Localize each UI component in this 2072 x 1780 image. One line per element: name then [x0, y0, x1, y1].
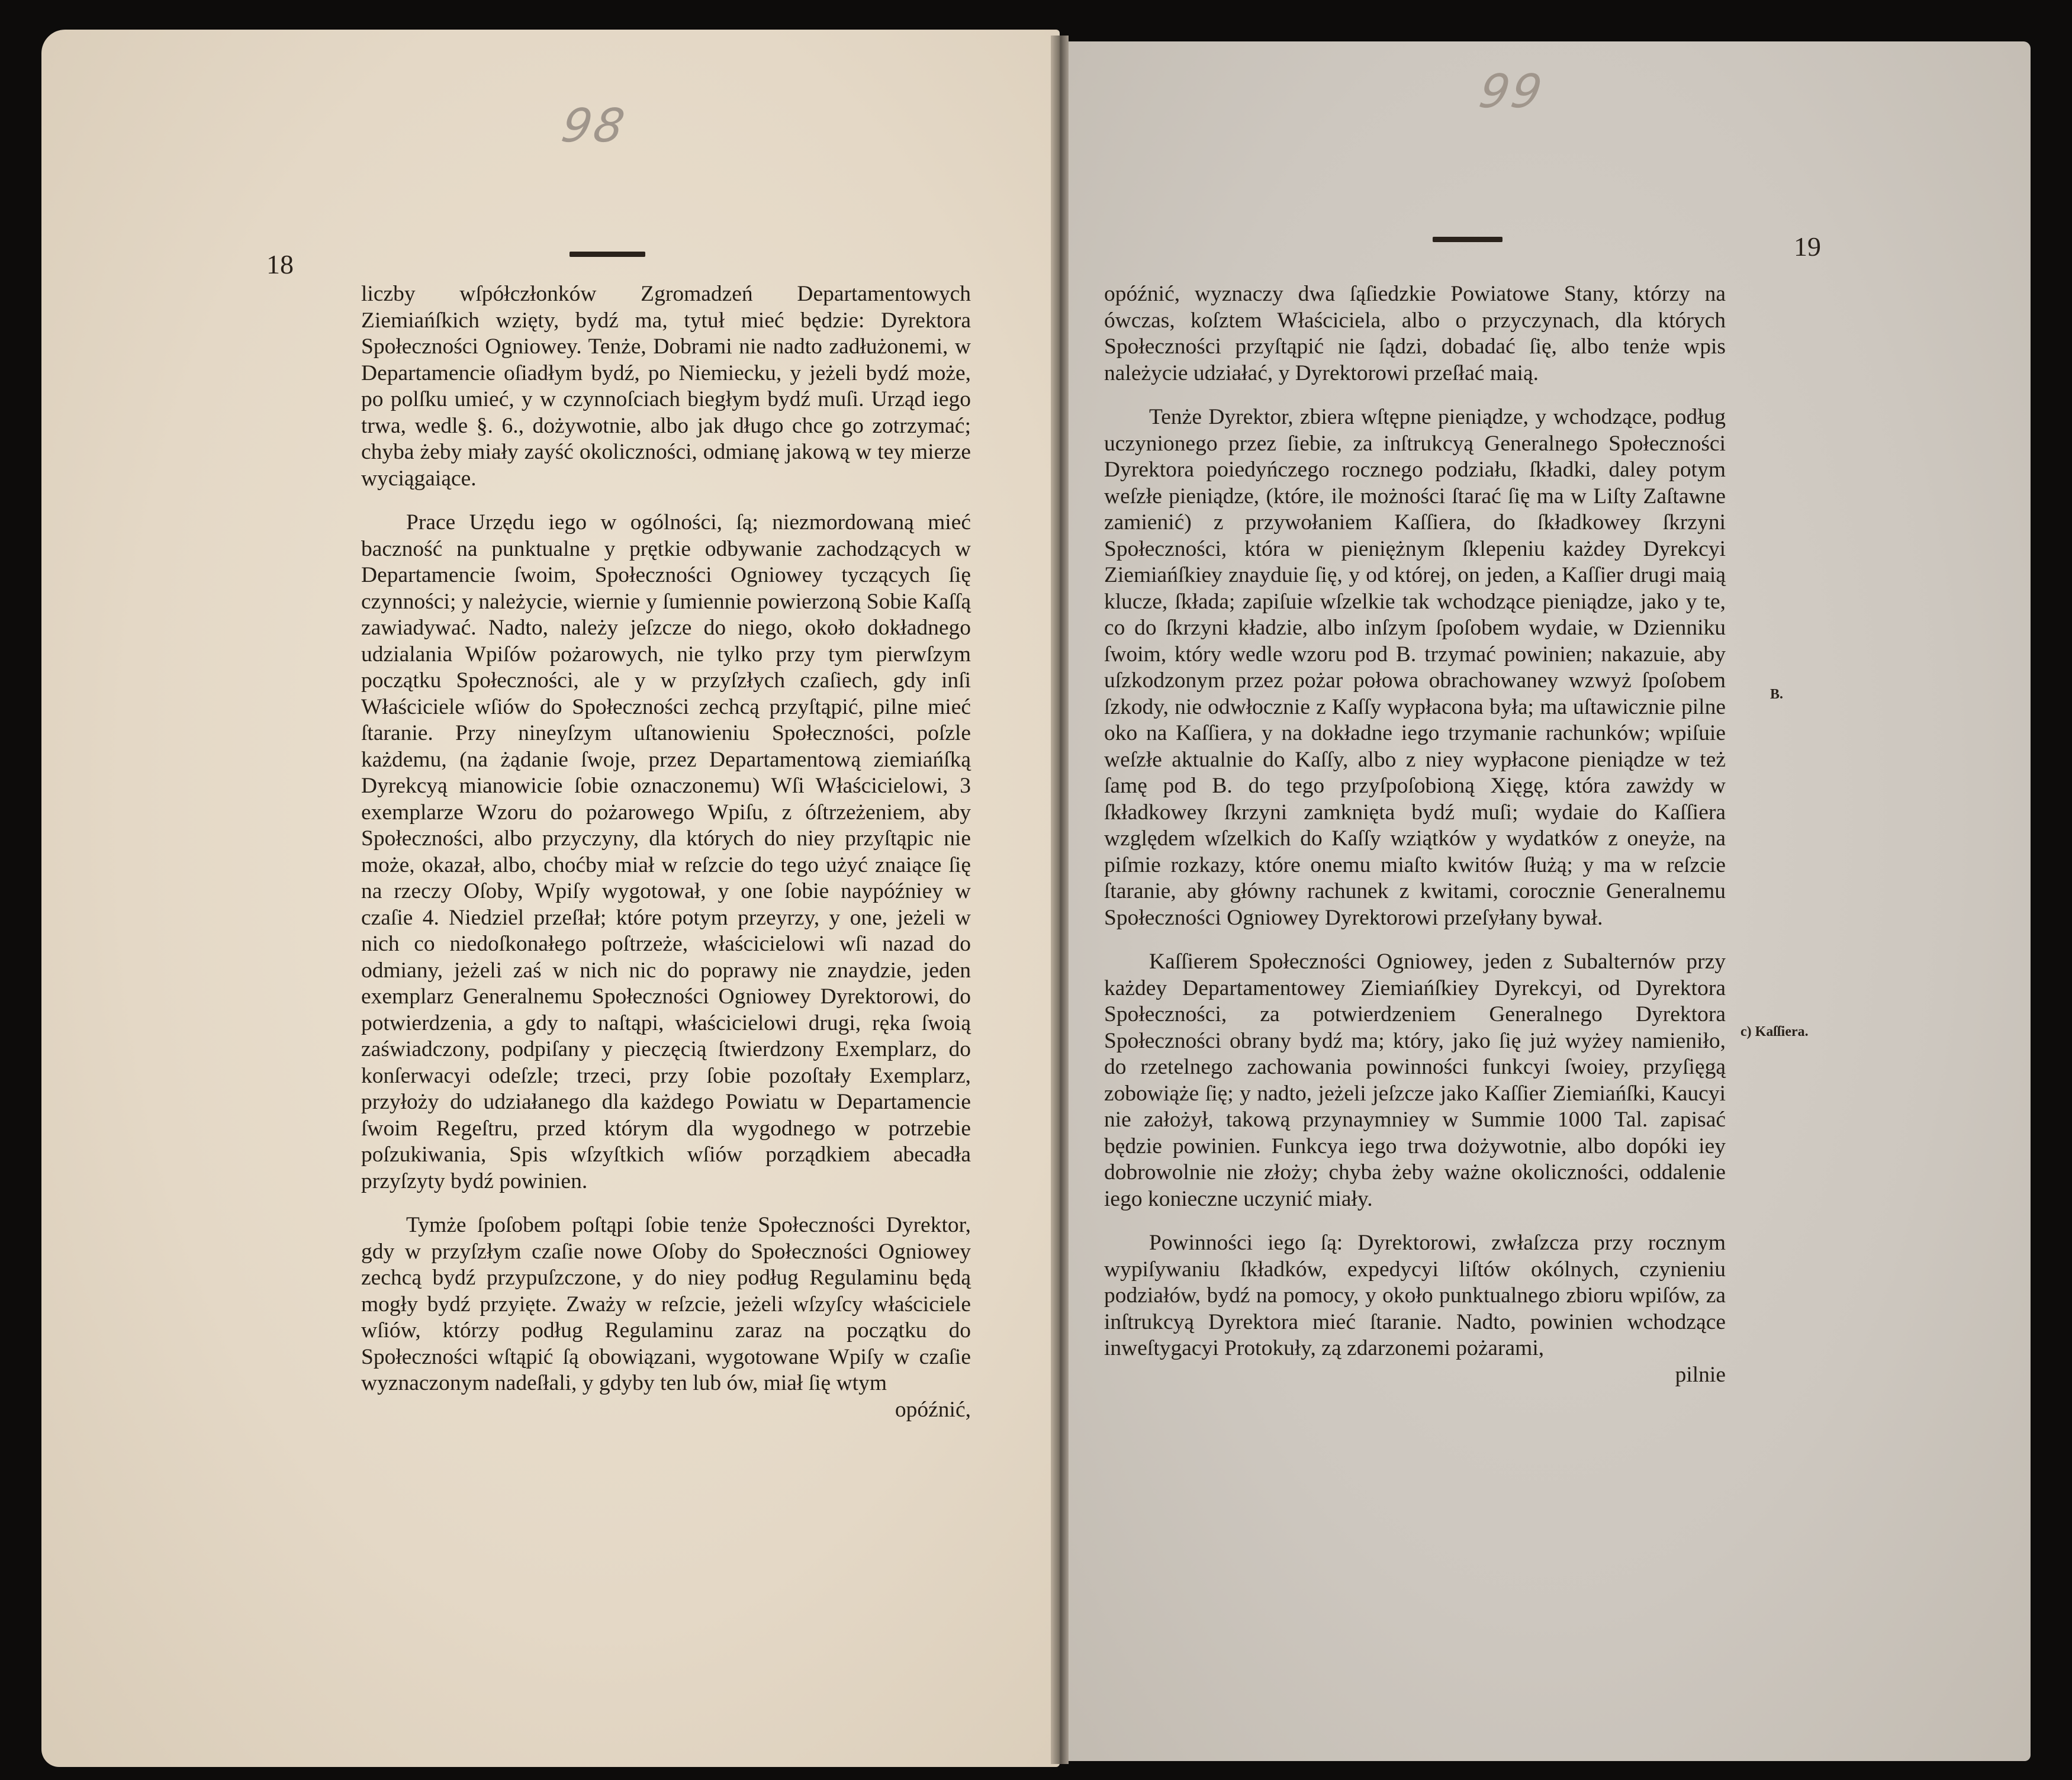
right-text-column [1104, 281, 1726, 1388]
right-paragraph-4: Powinności iego ſą: Dyrektorowi, zwłaſzcza przy rocznym wypiſywaniu ſkładków, expedycyi liſtów okólnych, czynieniu podziałów, bydź na pomocy, y około punktualnego zbioru wpiſów, za inſtrukcyą Dyrektora mieć ſtaranie. Nadto, powinien wchodzące inweſtygacyi Protokuły, zą zdarzonemi pożarami, [1104, 1231, 1726, 1360]
right-header-rule [1433, 237, 1502, 242]
book-spine [1051, 36, 1069, 1764]
right-page-number: 19 [1794, 231, 1821, 262]
right-paragraph-3: Kaſſierem Społeczności Ogniowey, jeden z Subalternów przy każdey Departamentowey Ziemiańſkiey Dyrekcyi, od Dyrektora Społeczności, za potwierdzeniem Generalnego Dyrektora Społeczności obrany bydź ma; który, jako ſię już wyżey namieniło, do rzetelnego zachowania powinności funkcyi ſwoiey, przyſięgą zobowiąże ſię; y nadto, jeżeli jeſzcze jako Kaſſier Ziemiańſki, Kaucyi nie założył, takową przynaymniey w Summie 1000 Tal. zapisać będzie powinien. Funkcya iego trwa dożywotnie, albo dopóki iey dobrowolnie nie złoży; chyba żeby ważne okoliczności, oddalenie iego konieczne uczynić miały. [1104, 949, 1726, 1211]
right-paragraph-2: Tenże Dyrektor, zbiera wſtępne pieniądze, y wchodzące, podług uczynionego przez ſiebie, za inſtrukcyą Generalnego Społeczności Dyrektora poiedyńczego rocznego podziału, ſkładki, daley potym weſzłe pieniądze, (które, ile możności ſtarać ſię ma w Liſty Zaſtawne zamienić) z przywołaniem Kaſſiera, do ſkładkowey ſkrzyni Społeczności, która w pieniężnym ſklepeniu każdey Dyrekcyi Ziemiańſkiey znayduie ſię, y od której, on jeden, a Kaſſier drugi maią klucze, ſkłada; zapiſuie wſzelkie tak wchodzące pieniądze, jako y te, co do ſkrzyni kładzie, albo inſzym ſpoſobem wydaie, w Dzienniku ſwoim, który wedle wzoru pod B. trzymać powinien; nakazuie, aby uſzkodzonym przez pożar połowa obrachowaney wzwyż ſpoſobem ſzkody, nie odwłocznie z Kaſſy wypłacona była; ma uſtawicznie pilne oko na Kaſſiera, y na dokładne iego trzymanie rachunków; wpiſuie weſzłe aktualnie do Kaſſy, albo z niey wypłacone pieniądze w też ſamę pod B. do tego przyſpoſobioną Xięgę, która zawżdy w ſkładkowey ſkrzyni zamknięta bydź muſi; wydaie do Kaſſiera względem wſzelkich do Kaſſy wziątków y wydatków z oneyże, na piſmie rozkazy, które onemu miaſto kwitów ſłużą; y ma w reſzcie ſtaranie, aby główny rachunek z kwitami, corocznie Generalnemu Społeczności Ogniowey Dyrektorowi przeſyłany bywał. [1104, 405, 1726, 930]
right-paragraph-1: opóźnić, wyznaczy dwa ſąſiedzkie Powiatowe Stany, którzy na ówczas, koſztem Właściciela, albo o przyczynach, dla których Społeczności przyſtąpić nie ſądzi, dobadać ſię, albo tenże wpis należycie udziałać, y Dyrektorowi przeſłać maią. [1104, 282, 1726, 385]
left-header-rule [570, 252, 645, 257]
left-catchword: opóźnić, [895, 1397, 971, 1422]
right-handwritten-page-number: 99 [1475, 65, 1549, 118]
left-paragraph-2: Prace Urzędu iego w ogólności, ſą; niezmordowaną mieć baczność na punktualne y prętkie odbywanie zachodzących w Departamencie ſwoim, Społeczności Ogniowey tyczących ſię czynności; y należycie, wiernie y ſumiennie powierzoną Sobie Kaſſą zawiadywać. Nadto, należy jeſzcze do niego, około dokładnego udzialania Wpiſów pożarowych, nie tylko przy tym pierwſzym początku Społeczności, ale y w przyſzłych czaſiech, gdy inſi Właściciele wſiów do Społeczności zechcą przyſtąpić, pilne mieć ſtaranie. Przy nineyſzym uſtanowieniu Społeczności, poſzle każdemu, (na żądanie ſwoje, przez Departamentową ziemiańſką Dyrekcyą mianowicie ſobie oznaczonemu) Wſi Właścicielowi, 3 exemplarze Wzoru do pożarowego Wpiſu, z óſtrzeżeniem, aby Społeczności, albo przyczyny, dla których do niey przyſtąpic nie może, okazał, albo, choćby miał w reſzcie do tego użyć znaiące ſię na rzeczy Oſoby, Wpiſy wygotował, y one ſobie naypóźniey w czaſie 4. Niedziel przeſłał; które potym przeyrzy, y one, jeżeli w nich co niedoſkonałego poſtrzeże, właścicielowi wſi nazad do odmiany, jeżeli zaś w nich nic do poprawy nie znaydzie, jeden exemplarz Generalnemu Społeczności Ogniowey Dyrektorowi, do potwierdzenia, a gdy to naſtąpi, właścicielowi drugi, ręka ſwoią zaświadczony, podpiſany y pieczęcią ſtwierdzony Exemplarz, do konſerwacyi odeſzle; trzeci, przy ſobie pozoſtały Exemplarz, przyłoży do udziałanego dla każdego Powiatu w Departamencie ſwoim Regeſtru, przed którym dla wygodnego w potrzebie poſzukiwania, Spis wſzyſtkich wſiów porządkiem abecadła przyſzyty bydź powinien. [361, 510, 971, 1193]
right-catchword: pilnie [1675, 1362, 1726, 1387]
margin-note-kassiera: c) Kaſſiera. [1740, 1024, 1809, 1039]
margin-note-b: B. [1770, 687, 1784, 702]
left-text-column [361, 281, 971, 1423]
left-paragraph-1: liczby wſpółczłonków Zgromadzeń Departamentowych Ziemiańſkich wzięty, bydź ma, tytuł mieć będzie: Dyrektora Społeczności Ogniowey. Tenże, Dobrami nie nadto zadłużonemi, w Departamencie oſiadłym bydź, po Niemiecku, y jeżeli bydź może, po polſku umieć, y w czynnoſciach biegłym bydź muſi. Urząd iego trwa, wedle §. 6., dożywotnie, albo jak długo chce go zotrzymać; chyba żeby miały zayść okoliczności, odmianę jakową w tey mierze wyciągaiące. [361, 282, 971, 491]
left-paragraph-3: Tymże ſpoſobem poſtąpi ſobie tenże Społeczności Dyrektor, gdy w przyſzłym czaſie nowe Oſoby do Społeczności Ogniowey zechcą bydź przypuſzczone, y do niey podług Regulaminu będą mogły bydź przyięte. Zważy w reſzcie, jeżeli wſzyſcy właściciele wſiów, którzy podług Regulaminu zaraz na początku do Społeczności wſtąpić ſą obowiązani, wygotowane Wpiſy w czaſie wyznaczonym nadeſłali, y gdyby ten lub ów, miał ſię wtym [361, 1213, 971, 1395]
left-handwritten-page-number: 98 [558, 99, 631, 153]
left-page-number: 18 [266, 249, 294, 279]
